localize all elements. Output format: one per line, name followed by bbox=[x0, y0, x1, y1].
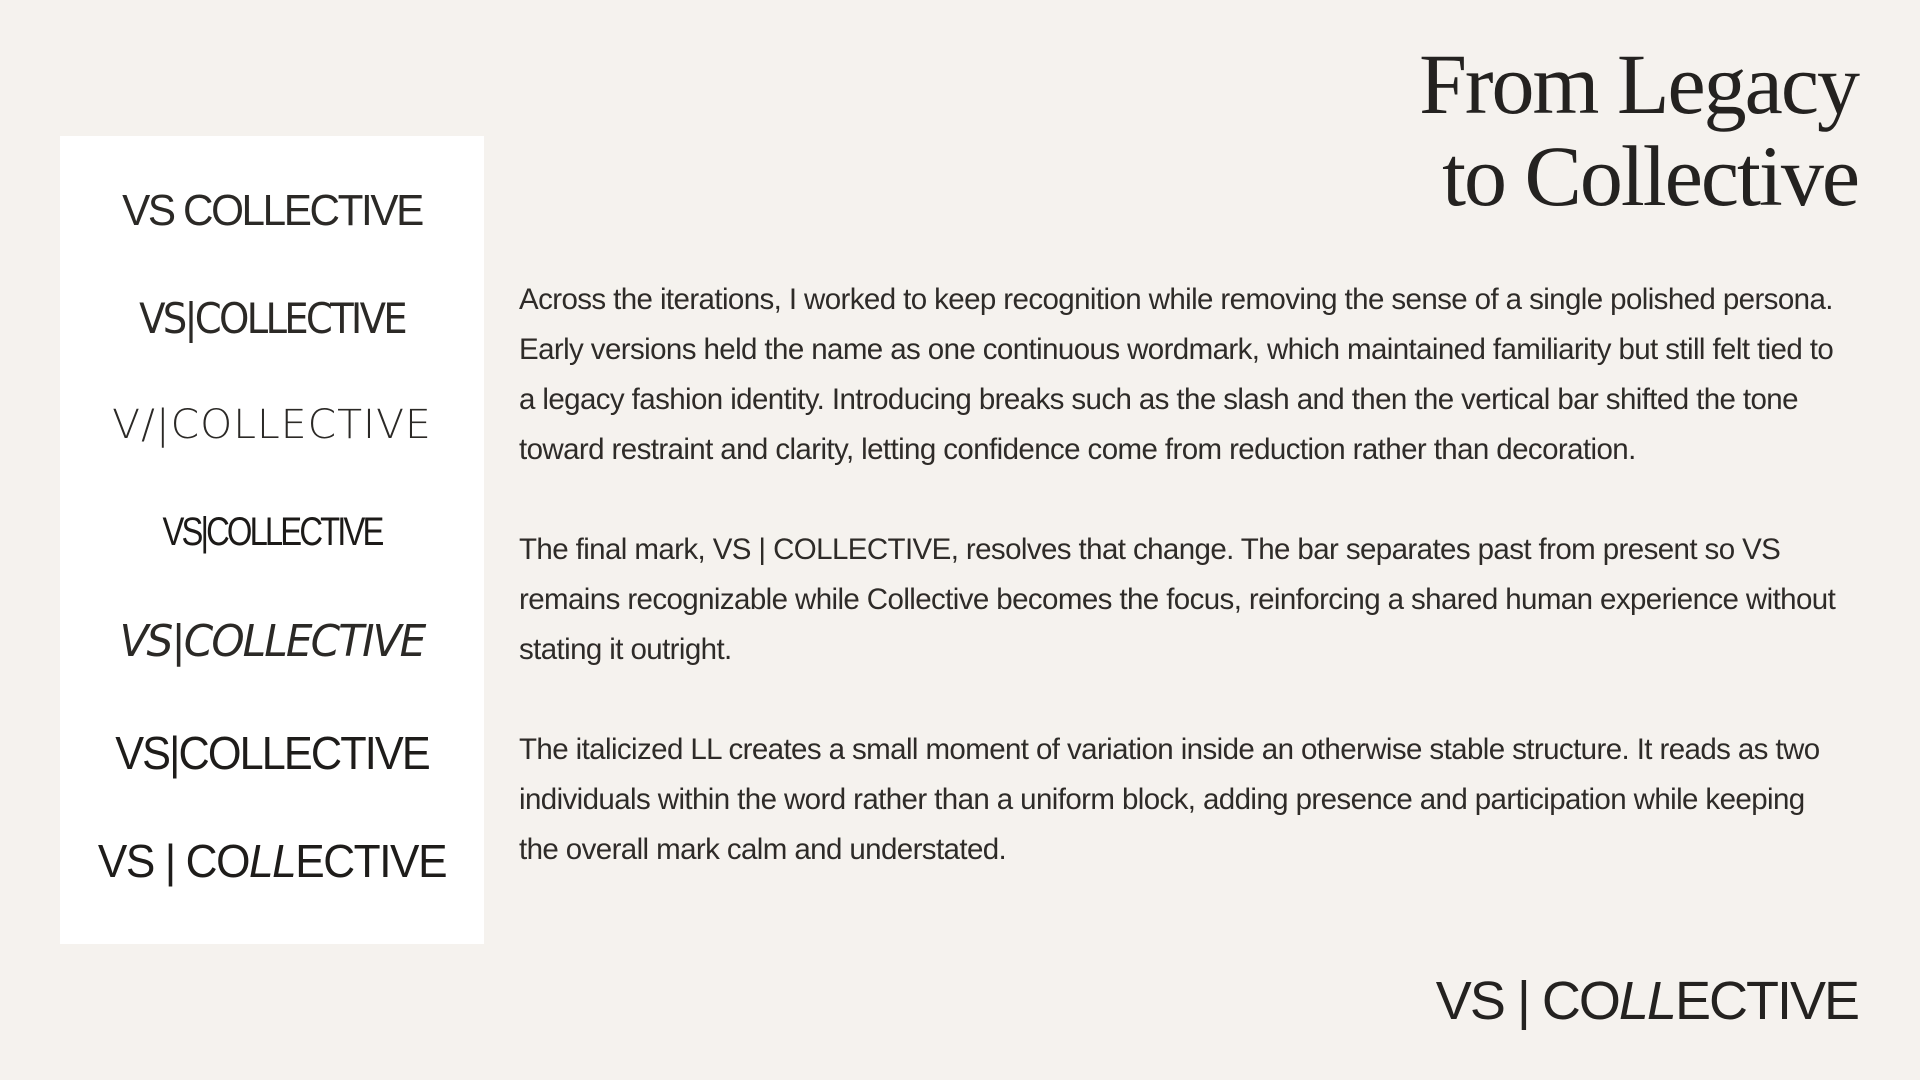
wordmark-final-italic: LL bbox=[248, 835, 296, 887]
wordmark-iteration-6: VS|COLLECTIVE bbox=[115, 727, 429, 779]
wordmark-iteration-1: VS COLLECTIVE bbox=[122, 186, 422, 235]
paragraph-italic-ll: The italicized LL creates a small moment of variation inside an otherwise stable structure. It reads as two individuals within the word rather than a uniform block, adding presence and participation while keeping the overall mark calm and understated. bbox=[519, 733, 1820, 866]
footer-wordmark-suffix: ECTIVE bbox=[1674, 971, 1858, 1031]
title-line-2: to Collective bbox=[1442, 128, 1858, 224]
wordmark-iteration-5: VS|COLLECTIVE bbox=[119, 616, 425, 667]
title-line-1: From Legacy bbox=[1419, 36, 1858, 132]
wordmark-iteration-2: VS|COLLECTIVE bbox=[139, 294, 405, 343]
wordmark-iteration-4: VS|COLLECTIVE bbox=[162, 510, 382, 554]
wordmark-iterations-panel bbox=[60, 136, 484, 944]
wordmark-iteration-final bbox=[68, 834, 475, 888]
paragraph-iterations: Across the iterations, I worked to keep recognition while removing the sense of a single polished persona. Early versions held the name as one continuous wordmark, which maintained familiarity but still felt tied to a legacy fashion identity. Introducing breaks such as the slash and then the vertical bar shifted the tone toward restraint and clarity, letting confidence come from reduction rather than decoration. bbox=[519, 283, 1834, 466]
wordmark-iteration-3: V/|COLLECTIVE bbox=[112, 402, 432, 448]
footer-wordmark-italic: LL bbox=[1618, 971, 1675, 1031]
paragraph-final-mark: The final mark, VS | COLLECTIVE, resolves that change. The bar separates past from present so VS remains recognizable while Collective becomes the focus, reinforcing a shared human experience without stating it outright. bbox=[519, 533, 1836, 666]
page-title bbox=[1419, 38, 1858, 222]
footer-wordmark-prefix: VS | CO bbox=[1435, 971, 1619, 1031]
wordmark-final-suffix: ECTIVE bbox=[295, 835, 447, 887]
wordmark-final-prefix: VS | CO bbox=[97, 835, 249, 887]
footer-wordmark bbox=[1436, 970, 1858, 1032]
body-copy bbox=[519, 275, 1839, 925]
